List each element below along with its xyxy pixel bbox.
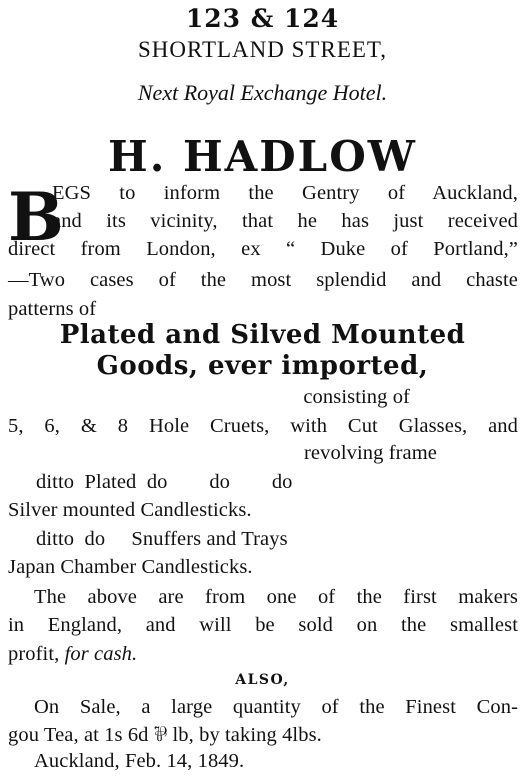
goods-heading: Plated and Silved Mounted: [59, 320, 466, 350]
sale-line: gou Tea, at 1s 6d ⅌ lb, by taking 4lbs.: [8, 724, 322, 746]
landmark-line: Next Royal Exchange Hotel.: [137, 80, 388, 105]
drop-cap-letter: B: [8, 178, 64, 256]
item-line: Silver mounted Candlesticks.: [8, 499, 252, 521]
signoff-line: Auckland, Feb. 14, 1849.: [34, 750, 245, 772]
remark-line: [8, 644, 137, 665]
item-line-continuation: revolving frame: [304, 442, 437, 464]
remark-plain: profit,: [8, 643, 65, 665]
address-numbers: 123 & 124: [185, 4, 340, 33]
announcement-line: EGS to inform the Gentry of Auckland,: [52, 182, 518, 204]
announcement-line: and its vicinity, that he has just received: [52, 210, 518, 232]
goods-heading: Goods, ever imported,: [96, 351, 429, 381]
remark-line: in England, and will be sold on the smallest: [8, 614, 518, 636]
item-line: Japan Chamber Candlesticks.: [8, 556, 253, 578]
item-line: ditto do Snuffers and Trays: [36, 528, 288, 550]
item-line: 5, 6, & 8 Hole Cruets, with Cut Glasses, and: [8, 415, 518, 437]
sale-line: On Sale, a large quantity of the Finest Con-: [34, 696, 518, 718]
announcement-line: direct from London, ex “ Duke of Portland,”: [8, 238, 518, 260]
consisting-of-line: consisting of: [303, 386, 410, 408]
announcement-line: patterns of: [8, 298, 97, 320]
item-line: ditto Plated do do do: [36, 471, 293, 493]
street-name: SHORTLAND STREET,: [137, 37, 388, 62]
also-heading: ALSO,: [235, 672, 290, 688]
merchant-name: H. HADLOW: [108, 132, 417, 181]
remark-italic: for cash.: [64, 643, 138, 665]
announcement-line: —Two cases of the most splendid and chaste: [8, 269, 518, 291]
remark-line: The above are from one of the first makers: [34, 586, 518, 608]
